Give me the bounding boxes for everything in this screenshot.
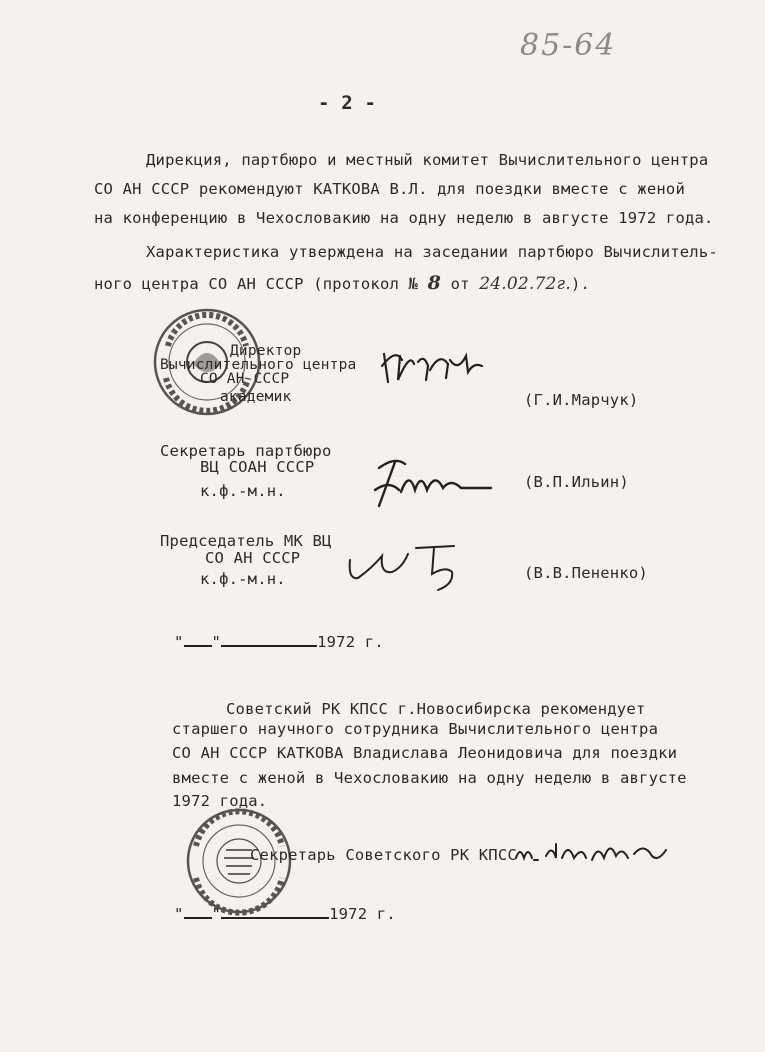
director-title: Директор (230, 343, 302, 359)
director-signature (378, 342, 488, 390)
paragraph-3-line-5: 1972 года. (172, 792, 268, 810)
paragraph-1-line-1: Дирекция, партбюро и местный комитет Вычислительного центра (146, 151, 709, 169)
date-1-year: 1972 г. (317, 633, 384, 651)
committee-chair-title: Председатель МК ВЦ (160, 532, 332, 550)
date-1-open-quote: " (174, 633, 184, 651)
paragraph-2-line-1: Характеристика утверждена на заседании партбюро Вычислитель- (146, 243, 718, 261)
director-rank: академик (220, 389, 292, 405)
date-2-close-quote: " (211, 905, 222, 923)
party-secretary-signature (365, 450, 495, 512)
date-1-month-blank (221, 633, 317, 647)
paragraph-2-line-2 (94, 272, 590, 294)
committee-chair-degree: к.ф.-м.н. (200, 570, 286, 588)
director-branch: СО АН СССР (200, 371, 290, 387)
district-secretary-title: Секретарь Советского РК КПСС (250, 846, 517, 864)
paragraph-1-line-3: на конференцию в Чехословакию на одну неделю в августе 1972 года. (94, 209, 714, 227)
paragraph-3-line-3: СО АН СССР КАТКОВА Владислава Леонидовича для поездки (172, 744, 678, 762)
date-2-month-blank (221, 905, 329, 919)
date-line-2 (174, 905, 396, 923)
date-2-year: 1972 г. (329, 905, 396, 923)
party-secretary-org: ВЦ СОАН СССР (200, 458, 315, 476)
paragraph-3-line-2: старшего научного сотрудника Вычислительного центра (172, 720, 659, 738)
date-1-close-quote: " (211, 633, 222, 651)
party-secretary-name: (В.П.Ильин) (524, 473, 629, 491)
date-2-open-quote: " (174, 905, 184, 923)
party-secretary-title: Секретарь партбюро (160, 442, 332, 460)
district-secretary-signature (512, 832, 672, 872)
protocol-number: 8 (427, 272, 442, 294)
protocol-from: от (450, 275, 470, 293)
paragraph-3-line-1: Советский РК КПСС г.Новосибирска рекомендует (226, 700, 646, 718)
date-2-day-blank (184, 905, 212, 919)
party-secretary-degree: к.ф.-м.н. (200, 482, 286, 500)
paragraph-3-line-4: вместе с женой в Чехословакию на одну неделю в августе (172, 769, 687, 787)
date-1-day-blank (184, 633, 212, 647)
paragraph-1-line-2: СО АН СССР рекомендуют КАТКОВА В.Л. для поездки вместе с женой (94, 180, 685, 198)
date-line-1 (174, 633, 384, 651)
committee-chair-org: СО АН СССР (205, 549, 301, 567)
protocol-close: ). (570, 275, 591, 293)
archive-number: 85-64 (520, 28, 617, 63)
protocol-date: 24.02.72г. (479, 274, 571, 294)
director-name: (Г.И.Марчук) (524, 391, 639, 409)
paragraph-2-typed: ного центра СО АН СССР (протокол № (94, 275, 419, 293)
page-number: - 2 - (318, 92, 377, 114)
committee-chair-name: (В.В.Пененко) (524, 564, 648, 582)
director-org: Вычислительного центра (160, 357, 357, 373)
committee-chair-signature (342, 538, 472, 594)
